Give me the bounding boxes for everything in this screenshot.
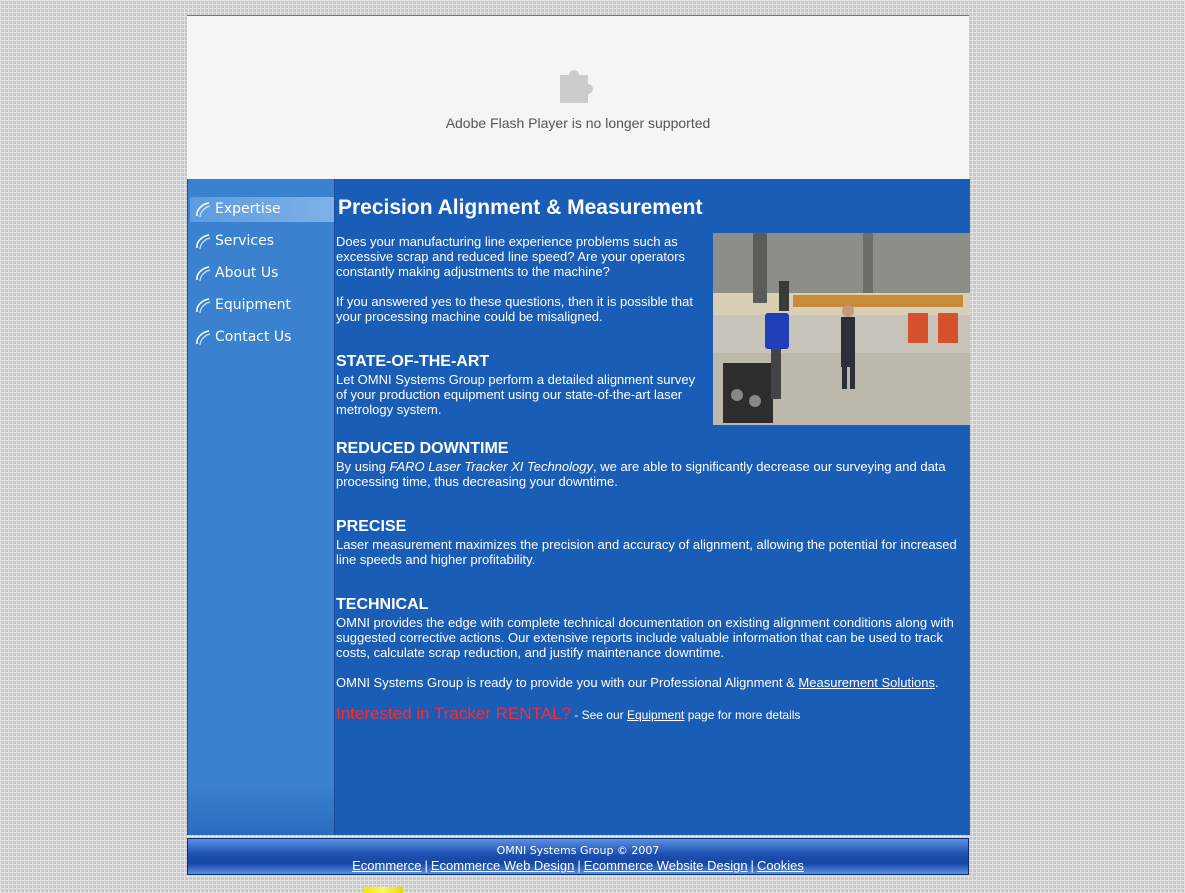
rental-highlight: Interested in Tracker RENTAL? [336,704,571,723]
page-container [187,15,969,874]
footer-link-cookies[interactable]: Cookies [756,858,804,873]
section-text-technical: OMNI provides the edge with complete technical documentation on existing alignment conditions along with suggested corrective actions. Our extensive reports include valuable information that can be used to track costs, calculate scrap reduction, and justify maintenance downtime. [336,615,954,660]
footer-separator: | [577,858,581,873]
sidebar-item-services[interactable] [190,229,334,254]
measurement-solutions-link[interactable]: Measurement Solutions [798,675,935,690]
sidebar-nav [187,179,335,835]
footer [187,838,969,875]
page-title: Precision Alignment & Measurement [338,196,703,219]
sidebar-item-about-us[interactable] [190,261,334,286]
laser-tracker-photo [713,233,970,425]
sidebar-item-label: Services [215,233,275,249]
intro-paragraph-1: Does your manufacturing line experience problems such as excessive scrap and reduced line speed? Are your operators constantly making adjustments to the machine? [336,234,686,279]
footer-copyright: OMNI Systems Group © 2007 [496,844,660,857]
footer-link-ecommerce[interactable]: Ecommerce [352,858,422,873]
section-heading-precise: PRECISE [336,518,407,535]
rental-callout: Interested in Tracker RENTAL? - See our Equipment page for more details [336,704,801,723]
section-text-reduced-downtime: By using FARO Laser Tracker XI Technology, we are able to significantly decrease our surveying and data processing time, thus decreasing your downtime. [336,459,946,489]
flash-unsupported-message: Adobe Flash Player is no longer supported [445,115,711,131]
sidebar-item-label: Contact Us [215,329,292,345]
sidebar-item-contact-us[interactable] [190,325,334,350]
sidebar-item-label: About Us [215,265,279,281]
footer-separator: | [750,858,754,873]
closing-paragraph: OMNI Systems Group is ready to provide you with our Professional Alignment & Measurement Solutions. [336,675,939,690]
section-heading-reduced-downtime: REDUCED DOWNTIME [336,440,509,457]
intro-paragraph-2: If you answered yes to these questions, then it is possible that your processing machine could be misaligned. [336,294,693,324]
sidebar-item-equipment[interactable] [190,293,334,318]
section-text-state-of-the-art: Let OMNI Systems Group perform a detailed alignment survey of your production equipment using our state-of-the-art laser metrology system. [336,372,696,417]
sidebar-item-label: Expertise [215,201,281,217]
section-heading-technical: TECHNICAL [336,596,429,613]
section-text-precise: Laser measurement maximizes the precision and accuracy of alignment, allowing the potential for increased line speeds and higher profitability. [336,537,957,567]
equipment-link[interactable]: Equipment [626,708,685,722]
swirl-icon [194,329,212,347]
sidebar-item-expertise[interactable] [190,197,334,222]
swirl-icon [194,201,212,219]
bottom-decoration [363,887,403,893]
swirl-icon [194,233,212,251]
flash-placeholder [187,15,969,180]
sidebar-item-label: Equipment [215,297,291,313]
puzzle-piece-icon [556,59,602,105]
footer-separator: | [424,858,428,873]
footer-links [188,858,968,873]
swirl-icon [194,265,212,283]
swirl-icon [194,297,212,315]
footer-link-ecommerce-web-design[interactable]: Ecommerce Web Design [430,858,575,873]
footer-link-ecommerce-website-design[interactable]: Ecommerce Website Design [583,858,748,873]
main-content [334,179,970,835]
faro-technology-text: FARO Laser Tracker XI Technology [389,459,593,474]
section-heading-state-of-the-art: STATE-OF-THE-ART [336,353,490,370]
